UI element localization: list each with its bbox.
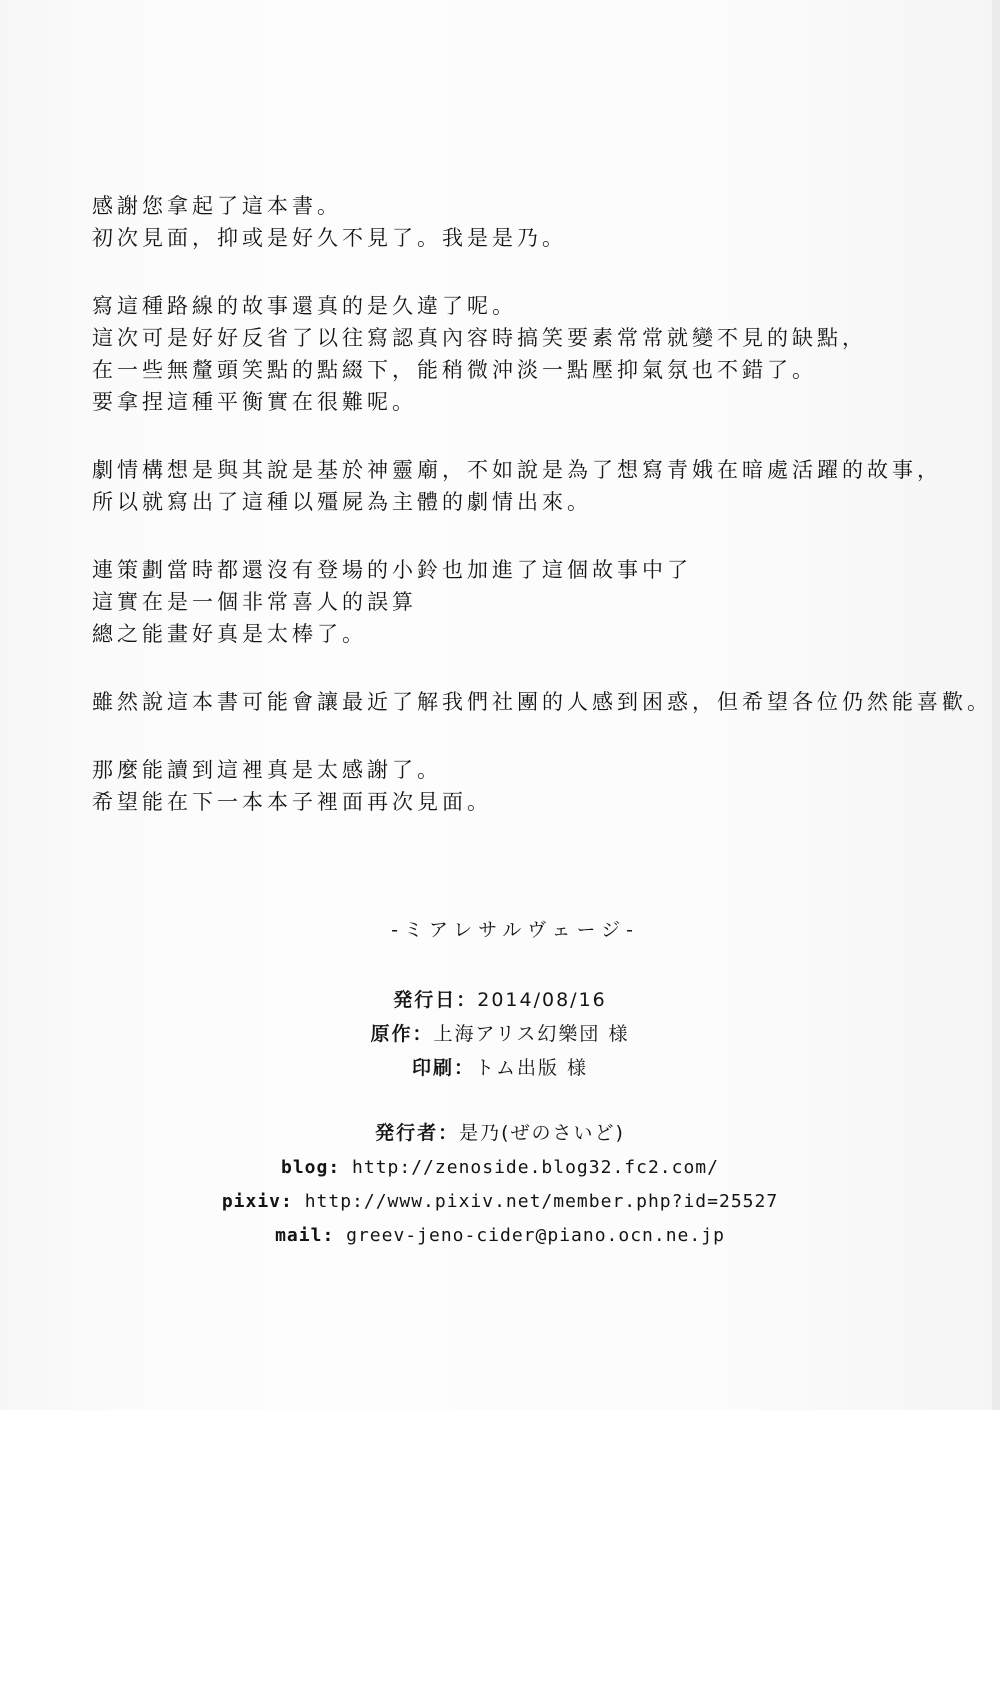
publisher-row xyxy=(0,1115,1000,1151)
afterword-paragraph-kosuzu xyxy=(92,554,972,650)
afterword-line: 劇情構想是與其說是基於神靈廟，不如說是為了想寫青娥在暗處活躍的故事， xyxy=(92,458,942,482)
original-work-value: 上海アリス幻樂団 様 xyxy=(433,1023,630,1045)
blog-label: blog: xyxy=(281,1157,341,1178)
afterword-paragraph-greeting xyxy=(92,190,972,254)
mail-address: greev-jeno-cider@piano.ocn.ne.jp xyxy=(346,1225,725,1246)
afterword-paragraph-hope xyxy=(92,686,992,718)
release-date-value: 2014/08/16 xyxy=(477,989,607,1011)
printer-label: 印刷： xyxy=(411,1057,475,1079)
colophon xyxy=(0,915,1000,1253)
afterword-paragraph-closing xyxy=(92,754,972,818)
pixiv-label: pixiv: xyxy=(221,1191,293,1212)
publisher-info xyxy=(0,1115,1000,1253)
afterword-line: 那麼能讀到這裡真是太感謝了。 xyxy=(92,758,442,782)
afterword-paragraph-concept xyxy=(92,454,972,518)
printer-value: トム出版 様 xyxy=(474,1057,589,1079)
afterword-line: 雖然說這本書可能會讓最近了解我們社團的人感到困惑，但希望各位仍然能喜歡。 xyxy=(92,690,992,714)
pixiv-row xyxy=(0,1185,1000,1219)
afterword-line: 這實在是一個非常喜人的誤算 xyxy=(92,590,417,614)
afterword-line: 所以就寫出了這種以殭屍為主體的劇情出來。 xyxy=(92,490,592,514)
publisher-label: 発行者： xyxy=(375,1122,460,1144)
afterword-line: 希望能在下一本本子裡面再次見面。 xyxy=(92,790,492,814)
afterword-line: 寫這種路線的故事還真的是久違了呢。 xyxy=(92,294,517,318)
afterword-line: 連策劃當時都還沒有登場的小鈴也加進了這個故事中了 xyxy=(92,558,692,582)
publication-info xyxy=(0,983,1000,1085)
afterword-paragraph-reflection xyxy=(92,290,972,418)
mail-label: mail: xyxy=(275,1225,335,1246)
original-work-row xyxy=(0,1017,1000,1051)
blog-row xyxy=(0,1151,1000,1185)
mail-row xyxy=(0,1219,1000,1253)
afterword-line: 這次可是好好反省了以往寫認真內容時搞笑要素常常就變不見的缺點， xyxy=(92,326,867,350)
afterword-line: 初次見面，抑或是好久不見了。我是是乃。 xyxy=(92,226,567,250)
afterword-line: 要拿捏這種平衡實在很難呢。 xyxy=(92,390,417,414)
blog-url: http://zenoside.blog32.fc2.com/ xyxy=(352,1157,719,1178)
publisher-value: 是乃(ぜのさいど) xyxy=(459,1122,625,1144)
printer-row xyxy=(0,1051,1000,1085)
original-work-label: 原作： xyxy=(370,1023,434,1045)
book-title: -ミアレサルヴェージ- xyxy=(391,919,639,941)
afterword-line: 總之能畫好真是太棒了。 xyxy=(92,622,367,646)
release-date-row xyxy=(0,983,1000,1017)
afterword-text xyxy=(92,190,992,854)
afterword-line: 在一些無釐頭笑點的點綴下，能稍微沖淡一點壓抑氣氛也不錯了。 xyxy=(92,358,817,382)
pixiv-url: http://www.pixiv.net/member.php?id=25527 xyxy=(304,1191,779,1212)
afterword-line: 感謝您拿起了這本書。 xyxy=(92,194,342,218)
release-date-label: 発行日： xyxy=(393,989,478,1011)
